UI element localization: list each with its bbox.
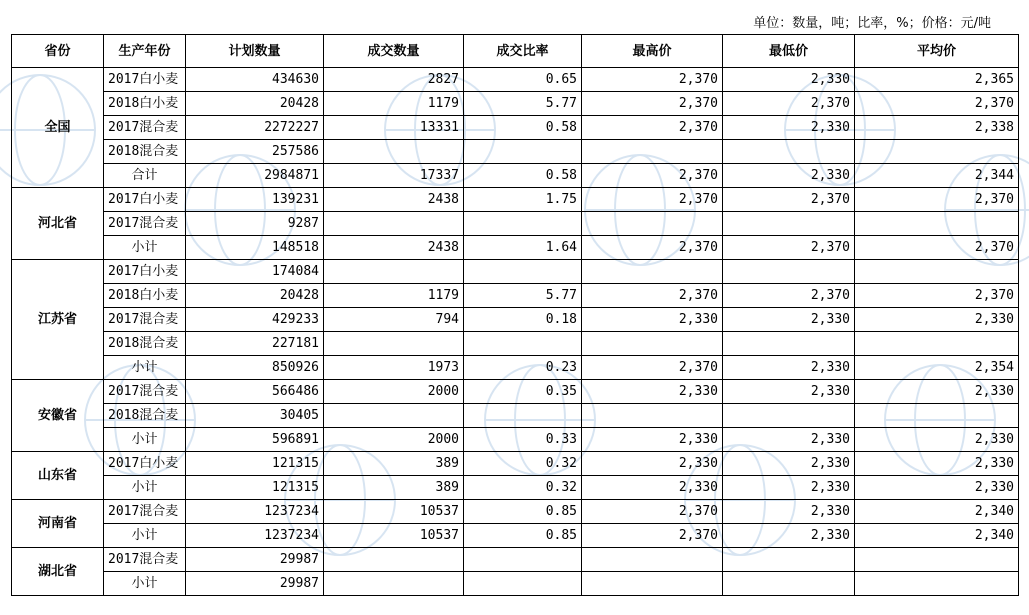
min-price-cell: [723, 140, 855, 164]
plan-qty-cell: 20428: [186, 92, 324, 116]
deal-qty-cell: 1179: [324, 284, 464, 308]
deal-qty-cell: [324, 332, 464, 356]
year-cell: 2017混合麦: [104, 308, 186, 332]
avg-price-cell: 2,354: [855, 356, 1019, 380]
table-row: [12, 188, 1019, 212]
trade-result-table: [11, 34, 1019, 596]
max-price-cell: 2,370: [582, 116, 723, 140]
table-row: [12, 92, 1019, 116]
avg-price-cell: 2,330: [855, 380, 1019, 404]
plan-qty-cell: 139231: [186, 188, 324, 212]
table-row: [12, 428, 1019, 452]
deal-ratio-cell: [464, 332, 582, 356]
deal-qty-cell: 10537: [324, 500, 464, 524]
avg-price-cell: 2,330: [855, 452, 1019, 476]
deal-ratio-cell: 0.32: [464, 452, 582, 476]
year-cell: 2018混合麦: [104, 140, 186, 164]
table-row: [12, 452, 1019, 476]
unit-note: 单位：数量，吨；比率，%；价格：元/吨: [753, 16, 991, 31]
plan-qty-cell: 257586: [186, 140, 324, 164]
table-row: [12, 236, 1019, 260]
min-price-cell: 2,330: [723, 68, 855, 92]
deal-ratio-cell: 0.65: [464, 68, 582, 92]
avg-price-cell: [855, 260, 1019, 284]
avg-price-cell: 2,365: [855, 68, 1019, 92]
max-price-cell: 2,330: [582, 308, 723, 332]
deal-ratio-cell: 1.75: [464, 188, 582, 212]
year-cell: 2017混合麦: [104, 116, 186, 140]
year-cell: 2018混合麦: [104, 332, 186, 356]
table-row: [12, 308, 1019, 332]
plan-qty-cell: 121315: [186, 452, 324, 476]
table-row: [12, 140, 1019, 164]
plan-qty-cell: 2984871: [186, 164, 324, 188]
deal-ratio-cell: [464, 260, 582, 284]
deal-qty-cell: [324, 548, 464, 572]
min-price-cell: 2,370: [723, 92, 855, 116]
avg-price-cell: 2,370: [855, 92, 1019, 116]
year-cell: 2017混合麦: [104, 212, 186, 236]
deal-ratio-cell: 0.33: [464, 428, 582, 452]
province-cell: 湖北省: [12, 548, 104, 596]
table-row: [12, 404, 1019, 428]
min-price-cell: 2,330: [723, 380, 855, 404]
avg-price-cell: 2,370: [855, 284, 1019, 308]
plan-qty-cell: 1237234: [186, 500, 324, 524]
year-cell: 小计: [104, 428, 186, 452]
table-row: [12, 212, 1019, 236]
table-row: [12, 284, 1019, 308]
deal-qty-cell: 13331: [324, 116, 464, 140]
avg-price-cell: 2,330: [855, 476, 1019, 500]
plan-qty-cell: 121315: [186, 476, 324, 500]
deal-ratio-cell: [464, 140, 582, 164]
header-row: [12, 35, 1019, 68]
min-price-cell: 2,330: [723, 500, 855, 524]
max-price-cell: 2,370: [582, 68, 723, 92]
min-price-cell: 2,330: [723, 524, 855, 548]
deal-qty-cell: 10537: [324, 524, 464, 548]
avg-price-cell: [855, 404, 1019, 428]
province-cell: 河北省: [12, 188, 104, 260]
avg-price-cell: 2,338: [855, 116, 1019, 140]
province-cell: 江苏省: [12, 260, 104, 380]
table-row: [12, 476, 1019, 500]
deal-qty-cell: [324, 140, 464, 164]
avg-price-cell: 2,340: [855, 500, 1019, 524]
year-cell: 2017混合麦: [104, 500, 186, 524]
deal-ratio-cell: 0.18: [464, 308, 582, 332]
avg-price-cell: [855, 140, 1019, 164]
plan-qty-cell: 850926: [186, 356, 324, 380]
deal-ratio-cell: [464, 404, 582, 428]
year-cell: 2018混合麦: [104, 404, 186, 428]
year-cell: 小计: [104, 236, 186, 260]
max-price-cell: 2,330: [582, 452, 723, 476]
max-price-cell: [582, 548, 723, 572]
header-deal-ratio: 成交比率: [464, 35, 582, 68]
deal-qty-cell: 17337: [324, 164, 464, 188]
deal-qty-cell: [324, 260, 464, 284]
year-cell: 2017混合麦: [104, 548, 186, 572]
min-price-cell: [723, 572, 855, 596]
avg-price-cell: 2,340: [855, 524, 1019, 548]
deal-qty-cell: [324, 404, 464, 428]
table-row: [12, 548, 1019, 572]
deal-ratio-cell: 0.58: [464, 116, 582, 140]
deal-ratio-cell: 0.85: [464, 500, 582, 524]
deal-ratio-cell: 0.35: [464, 380, 582, 404]
max-price-cell: 2,370: [582, 92, 723, 116]
header-plan-qty: 计划数量: [186, 35, 324, 68]
deal-qty-cell: [324, 572, 464, 596]
year-cell: 合计: [104, 164, 186, 188]
avg-price-cell: [855, 212, 1019, 236]
max-price-cell: 2,370: [582, 164, 723, 188]
plan-qty-cell: 20428: [186, 284, 324, 308]
plan-qty-cell: 148518: [186, 236, 324, 260]
avg-price-cell: 2,330: [855, 308, 1019, 332]
table-row: [12, 164, 1019, 188]
plan-qty-cell: 30405: [186, 404, 324, 428]
avg-price-cell: 2,344: [855, 164, 1019, 188]
deal-qty-cell: 2438: [324, 188, 464, 212]
min-price-cell: 2,330: [723, 428, 855, 452]
max-price-cell: [582, 212, 723, 236]
plan-qty-cell: 174084: [186, 260, 324, 284]
deal-ratio-cell: 0.32: [464, 476, 582, 500]
deal-ratio-cell: 0.23: [464, 356, 582, 380]
min-price-cell: 2,370: [723, 236, 855, 260]
max-price-cell: 2,370: [582, 188, 723, 212]
max-price-cell: 2,330: [582, 380, 723, 404]
plan-qty-cell: 29987: [186, 548, 324, 572]
table-row: [12, 116, 1019, 140]
deal-ratio-cell: 5.77: [464, 284, 582, 308]
plan-qty-cell: 434630: [186, 68, 324, 92]
header-year: 生产年份: [104, 35, 186, 68]
table-row: [12, 332, 1019, 356]
max-price-cell: 2,330: [582, 476, 723, 500]
deal-qty-cell: 389: [324, 476, 464, 500]
avg-price-cell: 2,370: [855, 188, 1019, 212]
min-price-cell: 2,330: [723, 476, 855, 500]
header-min-price: 最低价: [723, 35, 855, 68]
max-price-cell: [582, 140, 723, 164]
max-price-cell: [582, 572, 723, 596]
header-max-price: 最高价: [582, 35, 723, 68]
deal-ratio-cell: 0.58: [464, 164, 582, 188]
deal-qty-cell: 1179: [324, 92, 464, 116]
plan-qty-cell: 429233: [186, 308, 324, 332]
table-row: [12, 68, 1019, 92]
plan-qty-cell: 9287: [186, 212, 324, 236]
deal-qty-cell: 794: [324, 308, 464, 332]
min-price-cell: 2,330: [723, 356, 855, 380]
plan-qty-cell: 596891: [186, 428, 324, 452]
year-cell: 小计: [104, 356, 186, 380]
min-price-cell: 2,330: [723, 116, 855, 140]
deal-qty-cell: 2827: [324, 68, 464, 92]
table-row: [12, 356, 1019, 380]
deal-ratio-cell: 5.77: [464, 92, 582, 116]
table-row: [12, 500, 1019, 524]
table-row: [12, 572, 1019, 596]
plan-qty-cell: 227181: [186, 332, 324, 356]
avg-price-cell: [855, 548, 1019, 572]
year-cell: 2018白小麦: [104, 92, 186, 116]
table-row: [12, 380, 1019, 404]
header-province: 省份: [12, 35, 104, 68]
year-cell: 2017白小麦: [104, 452, 186, 476]
plan-qty-cell: 29987: [186, 572, 324, 596]
max-price-cell: 2,370: [582, 356, 723, 380]
province-cell: 山东省: [12, 452, 104, 500]
deal-ratio-cell: [464, 572, 582, 596]
deal-ratio-cell: 1.64: [464, 236, 582, 260]
max-price-cell: 2,370: [582, 500, 723, 524]
year-cell: 2017白小麦: [104, 260, 186, 284]
min-price-cell: [723, 404, 855, 428]
province-cell: 安徽省: [12, 380, 104, 452]
max-price-cell: 2,330: [582, 428, 723, 452]
header-deal-qty: 成交数量: [324, 35, 464, 68]
year-cell: 小计: [104, 524, 186, 548]
province-cell: 全国: [12, 68, 104, 188]
min-price-cell: 2,330: [723, 164, 855, 188]
table-row: [12, 260, 1019, 284]
max-price-cell: 2,370: [582, 284, 723, 308]
min-price-cell: [723, 548, 855, 572]
min-price-cell: 2,370: [723, 188, 855, 212]
deal-qty-cell: [324, 212, 464, 236]
year-cell: 小计: [104, 476, 186, 500]
deal-ratio-cell: 0.85: [464, 524, 582, 548]
province-cell: 河南省: [12, 500, 104, 548]
min-price-cell: 2,370: [723, 284, 855, 308]
year-cell: 2018白小麦: [104, 284, 186, 308]
avg-price-cell: [855, 332, 1019, 356]
min-price-cell: [723, 332, 855, 356]
deal-ratio-cell: [464, 548, 582, 572]
min-price-cell: 2,330: [723, 452, 855, 476]
deal-ratio-cell: [464, 212, 582, 236]
year-cell: 小计: [104, 572, 186, 596]
min-price-cell: [723, 260, 855, 284]
plan-qty-cell: 2272227: [186, 116, 324, 140]
min-price-cell: [723, 212, 855, 236]
year-cell: 2017混合麦: [104, 380, 186, 404]
max-price-cell: 2,370: [582, 236, 723, 260]
deal-qty-cell: 2000: [324, 428, 464, 452]
max-price-cell: 2,370: [582, 524, 723, 548]
avg-price-cell: 2,370: [855, 236, 1019, 260]
plan-qty-cell: 1237234: [186, 524, 324, 548]
max-price-cell: [582, 260, 723, 284]
deal-qty-cell: 389: [324, 452, 464, 476]
max-price-cell: [582, 332, 723, 356]
avg-price-cell: 2,330: [855, 428, 1019, 452]
max-price-cell: [582, 404, 723, 428]
year-cell: 2017白小麦: [104, 68, 186, 92]
min-price-cell: 2,330: [723, 308, 855, 332]
header-avg-price: 平均价: [855, 35, 1019, 68]
year-cell: 2017白小麦: [104, 188, 186, 212]
plan-qty-cell: 566486: [186, 380, 324, 404]
avg-price-cell: [855, 572, 1019, 596]
deal-qty-cell: 2000: [324, 380, 464, 404]
table-row: [12, 524, 1019, 548]
deal-qty-cell: 2438: [324, 236, 464, 260]
deal-qty-cell: 1973: [324, 356, 464, 380]
